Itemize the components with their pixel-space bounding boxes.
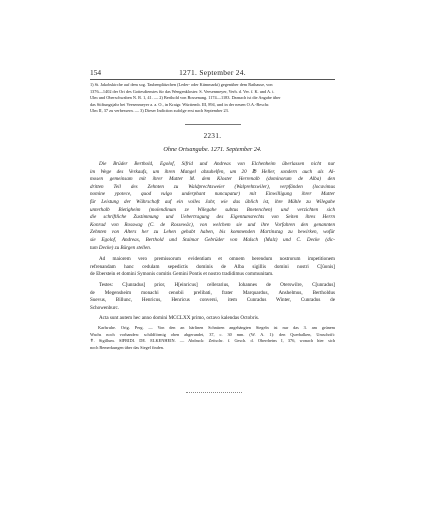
regest-line: tum Decke) zu Bürgen stellen. bbox=[90, 244, 152, 251]
archival-note-line: Wachs noch vorhanden: schildförmig oben abgerundet, 37, c. 30 mm. (W. A. 1): den Querbalken, Umschrift: bbox=[90, 331, 335, 337]
regest-line: nomine ypotece, quod vulgo underphant nuncupatur) mit Einwilligung ihrer Mutter bbox=[90, 191, 335, 198]
regest-line: mosen gemeinsam mit ihrer Mutter M. dem Kloster Herrenalb (dominorum de Alba) den bbox=[90, 176, 335, 183]
latin-text-line: refrenandam hanc cedulam sepedictis dominis de Alba sigillis domini nostri C[ûonis] bbox=[90, 263, 335, 270]
archival-note-line: ✝. Sigillum. SIFRIDI. DE. ELKENHEIN. — Abdruck: Zeitschr. f. Gesch. d. Oberrheins I, 376, wonach hier sich bbox=[90, 338, 335, 343]
witness-line: Suevus, Billunc, Henricus, Henricus conversi, item Cunradus Winter, Cunradus de bbox=[90, 297, 335, 304]
regest-line: die schriftliche Zustimmung und Uebertragung des Eigentumsrechts von Seiten ihres Herrn bbox=[90, 214, 335, 221]
header-rule bbox=[90, 79, 335, 80]
dating-line: Acta sunt autem hec anno domini MCCLXX primo, octavo kalendas Octobris. bbox=[99, 315, 260, 321]
witness-line: de Megensheim monachi cenobii prelibati, frater Marquardus, Anshelmus, Bertholdus bbox=[90, 289, 335, 296]
page-number: 154 bbox=[90, 68, 102, 77]
footnote-line: das Stiftungsjahr bei Veesenmeyer a. a. O., in Kraigr. Württemb. III, 894, und in der neuen O.A.-Beschr. bbox=[90, 101, 270, 107]
section-separator bbox=[185, 124, 241, 125]
footnote-line: 1376—1402 der Ort des Gottesdienstes für das Wengenkloster. S. Veesenmeyer, Verh. d. Ver. f. K. und A. i. bbox=[90, 88, 275, 94]
regest-line: unterhalb Bietigheim (molendinum ze Wilegahe subtus Bnetenchen) und verzichten sich bbox=[90, 206, 335, 213]
witness-line: Testes: C[unradus] prior, H[einricus] cellerarius, Iohannes de Oterswilre, C[unradus] bbox=[99, 282, 335, 288]
regest-line: Konrad von Rosswag (C. de Rossewâc), von welchem sie und ihre Vorfahren den genannten bbox=[90, 221, 335, 228]
archival-note-line: noch Bemerkungen über das Siegel finden. bbox=[90, 344, 164, 350]
footnote-line: Ulm und Oberschwaben N. R. 1, 41. — 2) Berthold von Bossenang. 1174—1183. Darnach ist die Angabe über bbox=[90, 95, 281, 100]
running-title: 1271. September 24. bbox=[179, 68, 246, 77]
latin-text-line: de Eberstein et domini Symonis comitis Gemini Pontis et nostro tradidimus communitam. bbox=[90, 271, 274, 278]
regest-line: Zehnten von Alters her zu Lehen gehabt haben, bis kommenden Martinstag zu bewirken, wofür bbox=[90, 229, 335, 236]
latin-text-line: Ad maiorem vero premissorum evidentiam et omnem berendum nostrorum impetitionem bbox=[99, 256, 335, 262]
footnote-line: 1) St. Jakobskirche auf dem sog. Taubenplätzchen (Leder- oder Kümmarkt) gegenüber dem Rathause, von bbox=[90, 82, 273, 87]
footnote-line: Ulm II, 37 zu verbessern. — 3) Dieser Indiction zufolge erst nach September 23. bbox=[90, 108, 229, 113]
regest-line: Die Brüder Berthold, Egolof, Sifrid und Andreas von Elchenheim überlassen nicht nur bbox=[99, 161, 335, 167]
regest-line: im Wege des Verkaufs, um ihren Mangel abzuhelfen, um 20 ℔ Heller, sondern auch als Al- bbox=[90, 168, 335, 175]
archival-note-line: Karlsruhe. Orig. Perg. — Von den an härlinen Schnüren angehängten Siegeln ist nur das 3. am grünem bbox=[98, 325, 335, 330]
witness-line: Schowenburc. bbox=[90, 304, 119, 311]
document-date-line: Ohne Ortsangabe. 1271. September 24. bbox=[163, 146, 262, 153]
document-number: 2231. bbox=[203, 132, 222, 140]
regest-line: sie Egolof, Andreas, Berthold und Staimar Gebrüder von Malsch (Malz) und C. Decke (dic- bbox=[90, 237, 335, 243]
end-separator bbox=[186, 392, 242, 393]
regest-line: dritten Teil des Zehnten zu Waldprechtsweier (Walprehtswiler), verpfänden (locavimus bbox=[90, 183, 335, 190]
page-header bbox=[90, 68, 335, 77]
regest-line: für Leistung der Währschaft auf ein volles Jahr, wie das üblich ist, ihre Mühle zu Wilegahe bbox=[90, 199, 335, 205]
